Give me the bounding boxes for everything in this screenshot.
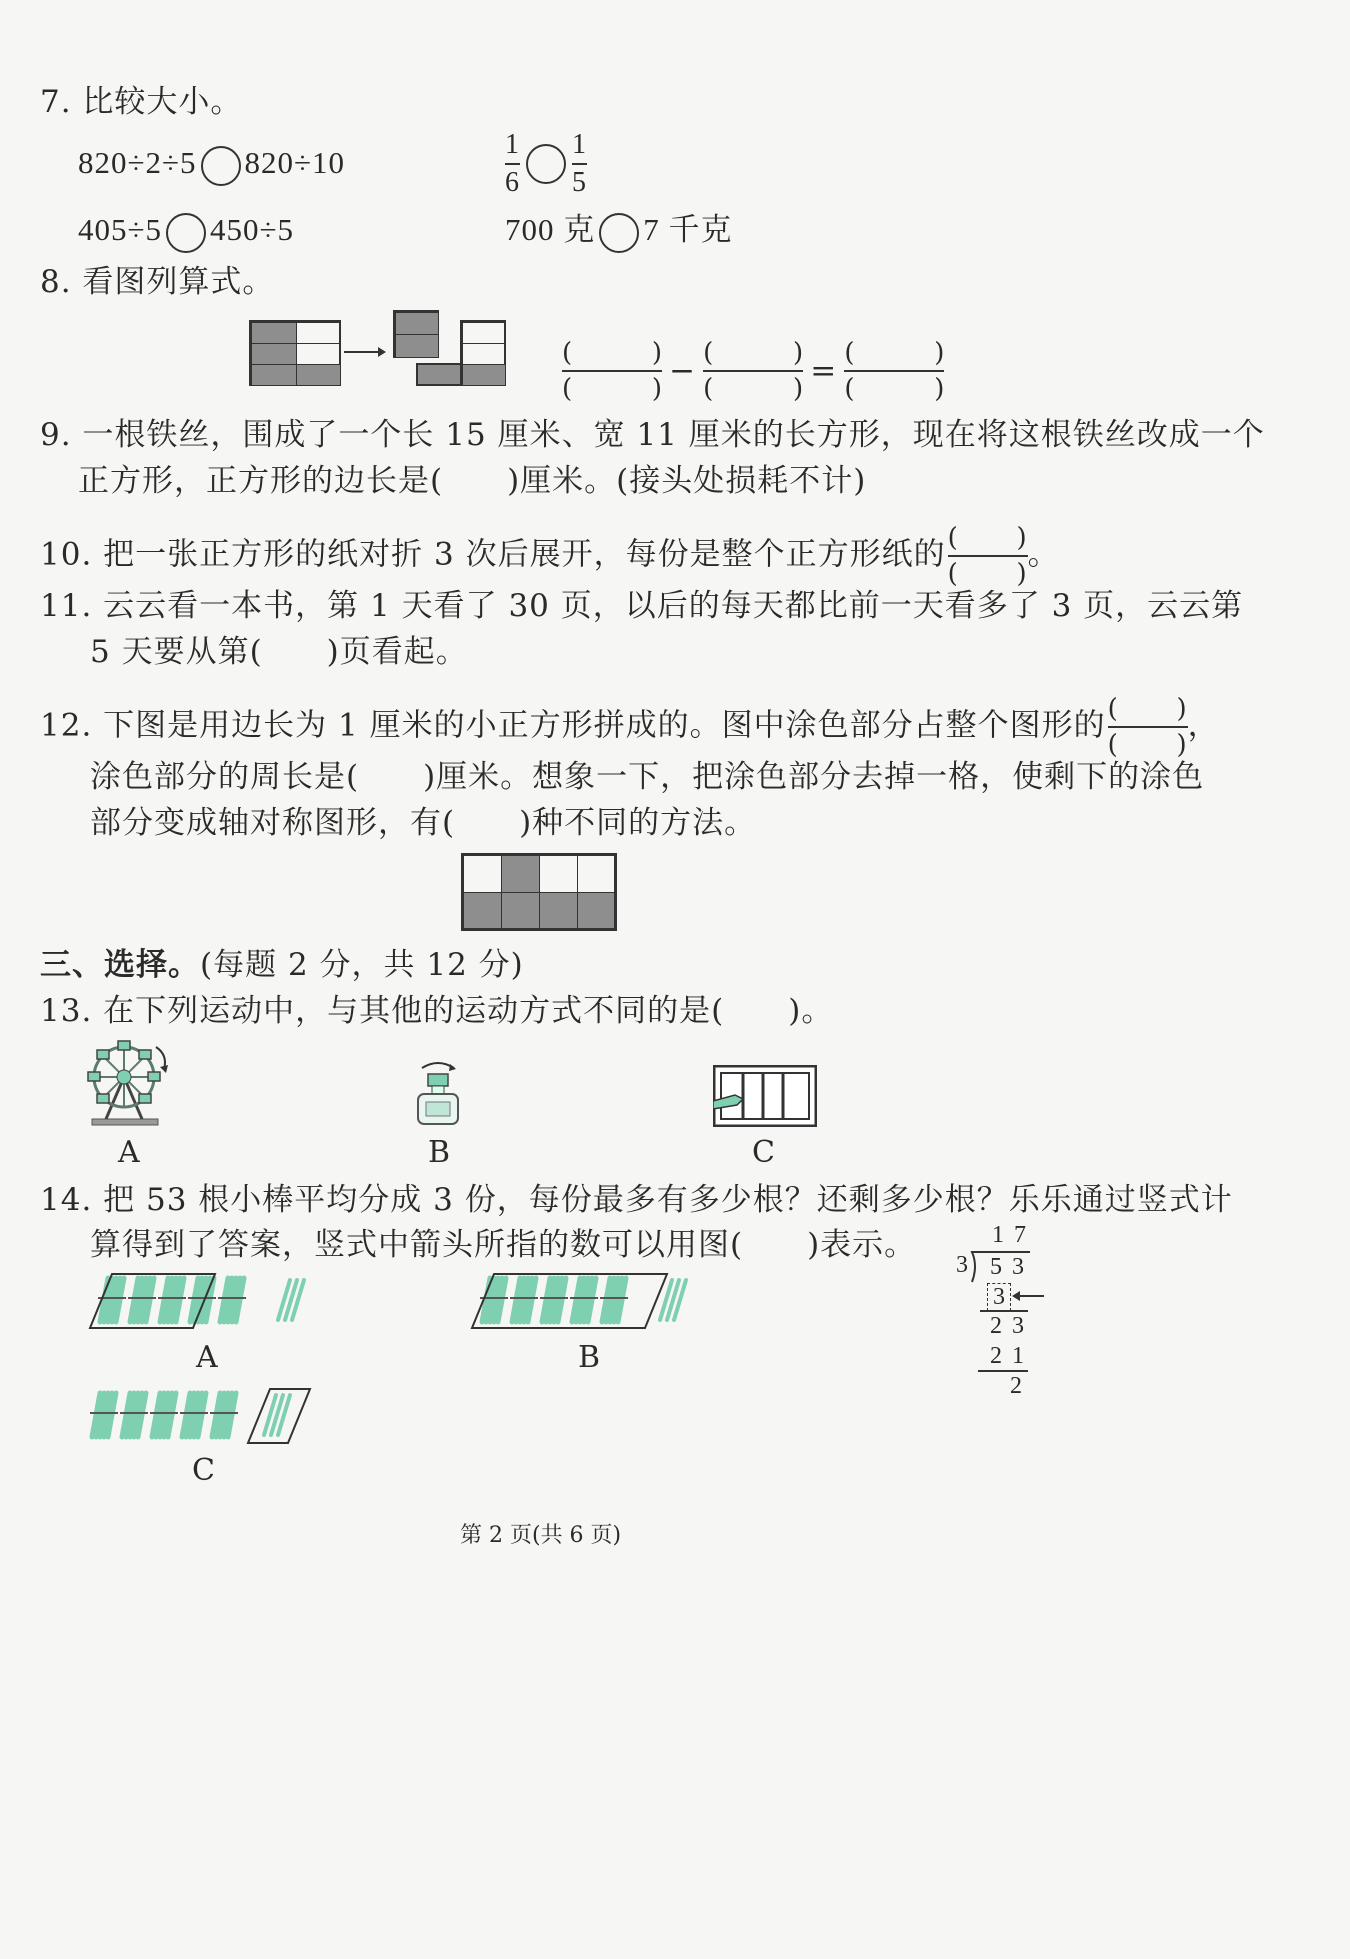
section3-note: (每题 2 分，共 12 分) — [200, 947, 524, 983]
stick-bundle-icon — [510, 1278, 538, 1322]
sticks-option-a-figure[interactable] — [88, 1270, 328, 1332]
q13-option-c[interactable]: C — [752, 1135, 775, 1170]
q12-line3: 部分变成轴对称图形，有( )种不同的方法。 — [90, 805, 757, 841]
q8-remaining-column — [460, 320, 506, 386]
blank-fraction[interactable]: ( ) ( ) — [703, 338, 804, 404]
division-divisor: 3 — [956, 1252, 968, 1278]
sliding-window-icon[interactable] — [713, 1065, 817, 1127]
q12-line1: 12. 下图是用边长为 1 厘米的小正方形拼成的。图中涂色部分占整个图形的 ( ) ( ) ， — [40, 694, 1220, 760]
division-line — [980, 1310, 1028, 1312]
section3-heading — [40, 945, 524, 985]
q7-compare-d — [505, 210, 733, 253]
stick-bundle-icon — [600, 1278, 628, 1322]
stick-bundle-icon — [210, 1393, 238, 1437]
stick-bundle-icon — [90, 1393, 118, 1437]
stick-bundle-icon — [188, 1278, 216, 1322]
q8-remaining-bottom — [416, 363, 462, 386]
q9-line1: 9. 一根铁丝，围成了一个长 15 厘米、宽 11 厘米的长方形，现在将这根铁丝改成一个 — [40, 417, 1265, 453]
division-step2: 2 3 — [990, 1313, 1026, 1339]
fraction-right: $\frac{1}{5}$ — [572, 129, 587, 198]
q12-grid-figure — [461, 853, 617, 931]
q7-compare-a — [78, 143, 345, 186]
blank-fraction[interactable]: ( ) ( ) — [562, 338, 662, 404]
q7-compare-c — [78, 210, 294, 253]
q7-c-left: 405÷5 — [78, 212, 163, 247]
stick-bundle-icon — [180, 1393, 208, 1437]
q8-title: 8. 看图列算式。 — [40, 264, 275, 300]
division-step3: 2 1 — [990, 1343, 1026, 1369]
q14-option-b[interactable]: B — [578, 1340, 601, 1375]
q10-question: 10. 把一张正方形的纸对折 3 次后展开，每份是整个正方形纸的 — [40, 536, 946, 573]
q13-text: 13. 在下列运动中，与其他的运动方式不同的是( )。 — [40, 993, 834, 1029]
blank-fraction[interactable]: ( ) ( ) — [947, 523, 1028, 589]
equals-sign: = — [810, 353, 838, 389]
q10-text: 10. 把一张正方形的纸对折 3 次后展开，每份是整个正方形纸的 ( ) ( ) 。 — [40, 523, 1060, 589]
q14-line1: 14. 把 53 根小棒平均分成 3 份，每份最多有多少根？还剩多少根？乐乐通过竖式计 — [40, 1182, 1233, 1218]
q7-title: 7. 比较大小。 — [40, 84, 243, 120]
division-line — [978, 1370, 1028, 1372]
stick-bundle-icon — [158, 1278, 186, 1322]
stick-bundle-icon — [540, 1278, 568, 1322]
compare-circle[interactable] — [201, 146, 241, 186]
sticks-option-c-figure[interactable] — [88, 1385, 328, 1447]
ink-bottle-cap-icon[interactable] — [410, 1058, 466, 1128]
q11-line1: 11. 云云看一本书，第 1 天看了 30 页，以后的每天都比前一天看多了 3 页，云云第 — [40, 588, 1244, 624]
arrow-left-icon — [1012, 1290, 1044, 1302]
q12-question: 12. 下图是用边长为 1 厘米的小正方形拼成的。图中涂色部分占整个图形的 — [40, 707, 1106, 744]
q7-d-right: 7 千克 — [643, 212, 733, 247]
q7-a-left: 820÷2÷5 — [78, 145, 197, 180]
section3-title: 三、选择。 — [40, 947, 200, 983]
page-footer: 第 2 页(共 6 页) — [460, 1523, 622, 1548]
q14-option-c[interactable]: C — [192, 1453, 215, 1488]
fraction-left: $\frac{1}{6}$ — [505, 129, 520, 198]
ferris-wheel-icon[interactable] — [84, 1035, 174, 1127]
q14-line2: 算得到了答案，竖式中箭头所指的数可以用图( )表示。 — [90, 1227, 917, 1263]
sticks-option-b-figure[interactable] — [470, 1270, 710, 1332]
q11-line2: 5 天要从第( )页看起。 — [90, 634, 468, 670]
q7-c-right: 450÷5 — [210, 212, 295, 247]
division-quotient: 1 7 — [992, 1222, 1028, 1248]
blank-fraction[interactable]: ( ) ( ) — [844, 338, 945, 404]
q14-option-a[interactable]: A — [196, 1340, 218, 1375]
division-remainder: 2 — [1010, 1373, 1022, 1399]
stick-bundle-icon — [128, 1278, 156, 1322]
stick-bundle-icon — [570, 1278, 598, 1322]
q7-a-right: 820÷10 — [244, 145, 346, 180]
minus-sign: − — [669, 353, 697, 389]
q8-left-grid — [249, 320, 341, 386]
compare-circle[interactable] — [599, 213, 639, 253]
division-step1: 3 — [987, 1283, 1011, 1311]
q12-line2: 涂色部分的周长是( )厘米。想象一下，把涂色部分去掉一格，使剩下的涂色 — [90, 759, 1205, 795]
q8-equation — [562, 340, 944, 402]
q13-option-a[interactable]: A — [118, 1135, 140, 1170]
q8-removed-pieces — [393, 310, 439, 358]
compare-circle[interactable] — [166, 213, 206, 253]
division-dividend: 5 3 — [990, 1254, 1026, 1280]
stick-bundle-icon — [218, 1278, 246, 1322]
q9-line2: 正方形，正方形的边长是( )厘米。(接头处损耗不计) — [78, 463, 867, 499]
stick-bundle-icon — [150, 1393, 178, 1437]
stick-bundle-icon — [120, 1393, 148, 1437]
compare-circle[interactable] — [526, 144, 566, 184]
arrow-right-icon — [344, 345, 386, 359]
q7-compare-b — [505, 130, 587, 198]
q13-option-b[interactable]: B — [428, 1135, 451, 1170]
q7-d-left: 700 克 — [505, 212, 596, 247]
blank-fraction[interactable]: ( ) ( ) — [1107, 694, 1188, 760]
